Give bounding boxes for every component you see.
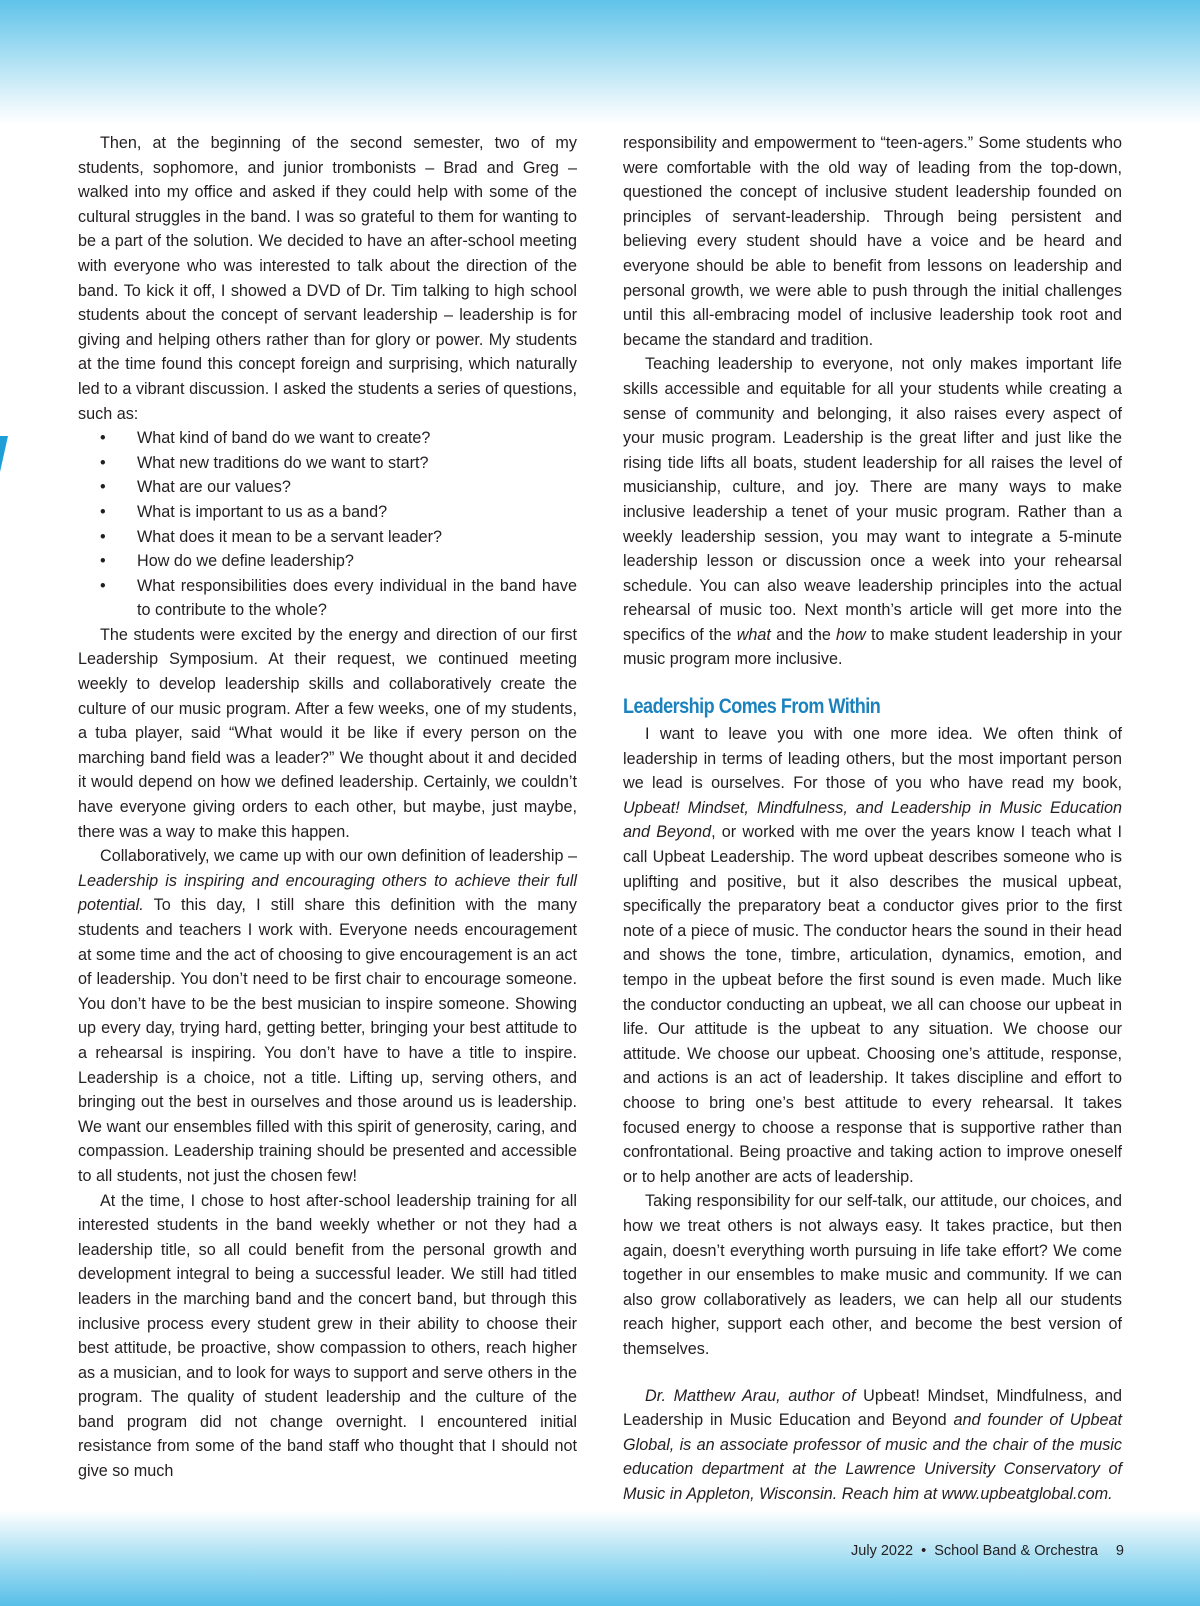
- bullet-icon: •: [100, 527, 106, 546]
- list-item: • What are our values?: [78, 475, 577, 500]
- list-item: • What is important to us as a band?: [78, 500, 577, 525]
- paragraph-continuation: responsibility and empowerment to “teen-agers.” Some students who were comfortable with the old way of leading from the top-down, questioned the concept of inclusive student leadership founded on principles of servant-leadership. Through being persistent and believing every student should have a voice and be heard and everyone should be able to benefit from lessons on leadership and personal growth, we were able to push through the initial challenges until this all-embracing model of inclusive leadership took root and became the standard and tradition.: [623, 134, 1122, 349]
- left-column: [78, 131, 577, 1484]
- section-heading: Leadership Comes From Within: [623, 695, 881, 719]
- right-column: [623, 131, 1122, 1506]
- paragraph-teaching: Teaching leadership to everyone, not only makes important life skills accessible and equitable for all your students while creating a sense of community and belonging, it also raises every aspect of your music program. Leadership is the great lifter and just like the rising tide lifts all boats, student leadership for all raises the level of musicianship, culture, and joy. There are many ways to make inclusive leadership a tenet of your music program. Rather than a weekly leadership session, you may want to integrate a 5-minute leadership lesson or discussion once a week into your rehearsal schedule. You can also weave leadership principles into the actual rehearsal of music too. Next month’s article will get more into the specifics of the what and the how to make student leadership in your music program more inclusive.: [623, 355, 1122, 669]
- question-list: [78, 426, 577, 623]
- bullet-icon: •: [100, 502, 106, 521]
- list-item: • What new traditions do we want to start?: [78, 451, 577, 476]
- list-item: • How do we define leadership?: [78, 549, 577, 574]
- bullet-icon: •: [100, 552, 106, 571]
- footer-separator: •: [921, 1543, 927, 1559]
- paragraph-responsibility: Taking responsibility for our self-talk, our attitude, our choices, and how we treat others is not always easy. It takes practice, but then again, doesn’t everything worth pursuing in life take effort? We come together in our ensembles to make music and community. If we can also grow collaboratively as leaders, we can help all our students reach higher, support each other, and become the best version of themselves.: [623, 1192, 1122, 1358]
- paragraph-definition: Collaboratively, we came up with our own definition of leadership – Leadership is inspiring and encouraging others to achieve their full potential. To this day, I still share this definition with the many students and teachers I work with. Everyone needs encouragement at some time and the act of choosing to give encouragement is an act of leadership. You don’t need to be first chair to encourage someone. You don’t have to be the best musician to inspire someone. Showing up every day, trying hard, getting better, bringing your best attitude to a rehearsal is inspiring. You don’t have to have a title to inspire. Leadership is a choice, not a title. Lifting up, serving others, and bringing out the best in ourselves and those around us is leadership. We want our ensembles filled with this spirit of generosity, caring, and compassion. Leadership training should be presented and accessible to all students, not just the chosen few!: [78, 847, 577, 1185]
- page-edge-tab: [0, 436, 8, 472]
- paragraph-symposium: The students were excited by the energy and direction of our first Leadership Symposium. At their request, we continued meeting weekly to develop leadership skills and collaboratively create the culture of our music program. After a few weeks, one of my students, a tuba player, said “What would it be like if every person on the marching band field was a leader?” We thought about it and decided it would depend on how we defined leadership. Certainly, we couldn’t have everyone giving orders to each other, but maybe, just maybe, there was a way to make this happen.: [78, 625, 577, 841]
- bullet-icon: •: [100, 429, 106, 448]
- bullet-icon: •: [100, 576, 106, 595]
- paragraph-training: At the time, I chose to host after-school leadership training for all interested students in the band weekly whether or not they had a leadership title, so all could benefit from the personal growth and development integral to being a successful leader. We still had titled leaders in the marching band and the concert band, but through this inclusive process every student grew in their ability to choose their best attitude, be proactive, show compassion to others, reach higher as a musician, and to look for ways to support and serve others in the program. The quality of student leadership and the culture of the band program did not change overnight. I encountered initial resistance from some of the band staff who thought that I should not give so much: [78, 1191, 577, 1481]
- list-item: • What does it mean to be a servant leader?: [78, 525, 577, 550]
- list-item: • What responsibilities does every individual in the band have to contribute to the whole?: [78, 574, 577, 623]
- paragraph-intro: Then, at the beginning of the second semester, two of my students, sophomore, and junior trombonists – Brad and Greg – walked into my office and asked if they could help with some of the cultural struggles in the band. I was so grateful to them for wanting to be a part of the solution. We decided to have an after-school meeting with everyone who was interested to talk about the direction of the band. To kick it off, I showed a DVD of Dr. Tim talking to high school students about the concept of servant leadership – leadership is for giving and helping others rather than for glory or power. My students at the time found this concept foreign and surprising, which naturally led to a vibrant discussion. I asked the students a series of questions, such as:: [78, 134, 577, 423]
- list-item: • What kind of band do we want to create?: [78, 426, 577, 451]
- top-gradient-band: [0, 0, 1200, 125]
- magazine-name: School Band & Orchestra: [934, 1543, 1098, 1559]
- bullet-icon: •: [100, 478, 106, 497]
- issue-date: July 2022: [851, 1543, 914, 1559]
- leadership-definition: Leadership is inspiring and encouraging others to achieve their full potential.: [78, 871, 577, 915]
- page-footer: [847, 1543, 1124, 1559]
- page-number: 9: [1115, 1543, 1124, 1559]
- bullet-icon: •: [100, 453, 106, 472]
- author-bio: Dr. Matthew Arau, author of Upbeat! Mindset, Mindfulness, and Leadership in Music Education and Beyond and founder of Upbeat Global, is an associate professor of music and the chair of the music education department at the Lawrence University Conservatory of Music in Appleton, Wisconsin. Reach him at www.upbeatglobal.com.: [623, 1386, 1122, 1503]
- book-title: Upbeat! Mindset, Mindfulness, and Leadership in Music Education and Beyond: [623, 798, 1122, 842]
- paragraph-upbeat: I want to leave you with one more idea. We often think of leadership in terms of leading others, but the most important person we lead is ourselves. For those of you who have read my book, Upbeat! Mindset, Mindfulness, and Leadership in Music Education and Beyond, or worked with me over the years know I teach what I call Upbeat Leadership. The word upbeat describes someone who is uplifting and positive, but it also describes the musical upbeat, specifically the preparatory beat a conductor gives prior to the first note of a piece of music. The conductor hears the sound in their head and shows the tone, timbre, articulation, dynamics, emotion, and tempo in the upbeat before the first sound is even made. Much like the conductor conducting an upbeat, we all can choose our upbeat in life. Our attitude is the upbeat to any situation. We choose our attitude. We choose our upbeat. Choosing one’s attitude, response, and actions is an act of leadership. It takes discipline and effort to choose to bring one’s best attitude to every rehearsal. It takes focused energy to choose a response that is supportive rather than confrontational. Being proactive and taking action to improve oneself or to help another are acts of leadership.: [623, 725, 1122, 1186]
